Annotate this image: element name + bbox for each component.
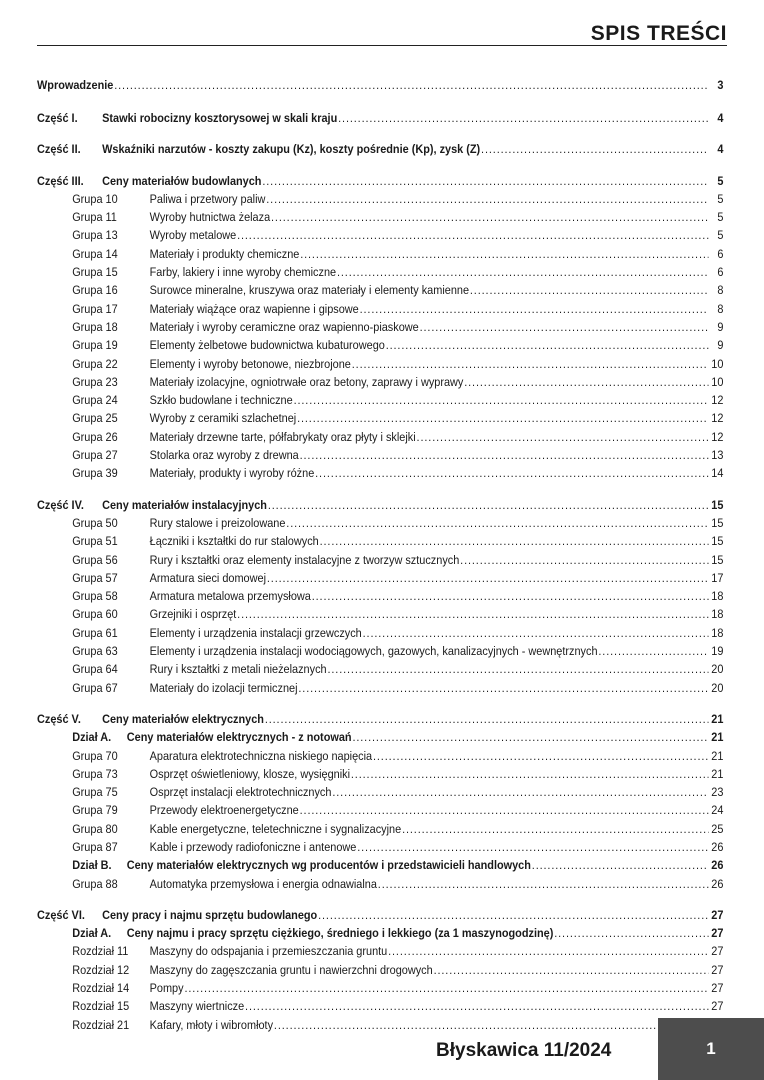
toc-part-code: Część III. [37, 173, 84, 188]
toc-entry-code: Rozdział 11 [72, 944, 129, 959]
toc-leader-dots [388, 942, 708, 960]
toc-part-code: Część IV. [37, 497, 84, 512]
toc-entry-code: Grupa 87 [72, 839, 118, 854]
toc-entry-page: 9 [717, 319, 724, 334]
toc-entry-page: 8 [717, 283, 724, 298]
toc-entry-code: Grupa 22 [72, 356, 118, 371]
toc-entry-page: 12 [711, 411, 724, 426]
toc-entry-title: Rury stalowe i preizolowane [149, 515, 286, 530]
toc-leader-dots [286, 514, 708, 532]
toc-entry-page: 10 [711, 356, 724, 371]
toc-entry-code: Rozdział 15 [72, 999, 130, 1014]
toc-entry-code: Grupa 11 [72, 210, 117, 225]
toc-entry-title: Surowce mineralne, kruszywa oraz materiały i elementy kamienne [149, 283, 470, 298]
toc-entry-page: 3 [717, 78, 724, 92]
toc-group-entry[interactable] [37, 373, 723, 391]
section-gap [37, 127, 723, 136]
section-gap [37, 159, 723, 168]
toc-leader-dots [378, 875, 709, 893]
toc-part-code: Część VI. [37, 907, 85, 922]
toc-entry-code: Grupa 64 [72, 662, 118, 677]
toc-entry-title: Elementy i wyroby betonowe, niezbrojone [149, 356, 351, 371]
toc-entry-title: Ceny materiałów elektrycznych [102, 711, 264, 726]
toc-leader-dots [271, 208, 708, 226]
toc-entry-page: 26 [711, 858, 724, 873]
toc-entry-page: 6 [717, 265, 724, 280]
toc-leader-dots [420, 318, 709, 336]
toc-entry-title: Maszyny wiertnicze [149, 999, 245, 1014]
toc-entry-code: Rozdział 12 [72, 962, 130, 977]
header-divider [37, 45, 727, 46]
toc-entry-page: 15 [711, 552, 724, 567]
toc-entry-page: 27 [711, 907, 724, 922]
toc-entry-title: Wprowadzenie [37, 78, 114, 92]
toc-entry-title: Materiały izolacyjne, ogniotrwałe oraz betony, zaprawy i wyprawy [149, 374, 464, 389]
toc-group-entry[interactable] [37, 961, 723, 979]
toc-leader-dots [237, 605, 708, 623]
toc-entry-code: Dział A. [72, 926, 112, 941]
toc-entry-page: 26 [711, 839, 724, 854]
toc-entry-title: Wskaźniki narzutów - koszty zakupu (Kz), koszty pośrednie (Kp), zysk (Z) [102, 142, 481, 157]
toc-entry-title: Stawki robocizny kosztorysowej w skali kraju [102, 111, 338, 125]
toc-entry-page: 21 [711, 730, 724, 745]
toc-leader-dots [332, 783, 708, 801]
toc-leader-dots [417, 428, 709, 446]
toc-entry-page: 20 [711, 662, 724, 677]
toc-leader-dots [338, 109, 708, 127]
toc-entry-page: 9 [717, 338, 724, 353]
toc-entry-code: Grupa 88 [72, 876, 118, 891]
toc-entry-page: 10 [711, 374, 724, 389]
toc-entry-title: Przewody elektroenergetyczne [149, 803, 299, 818]
toc-entry-page: 27 [711, 926, 724, 941]
toc-entry-page: 5 [717, 191, 724, 206]
toc-entry-page: 15 [711, 515, 724, 530]
toc-entry-title: Szkło budowlane i techniczne [149, 393, 293, 408]
toc-entry-page: 5 [717, 173, 724, 188]
toc-entry-title: Kafary, młoty i wibromłoty [149, 1017, 274, 1032]
toc-entry-code: Dział A. [72, 730, 112, 745]
toc-entry-code: Grupa 39 [72, 466, 118, 481]
toc-entry-code: Grupa 26 [72, 429, 118, 444]
toc-group-entry[interactable] [37, 820, 723, 838]
toc-leader-dots [245, 997, 708, 1015]
toc-part-entry[interactable] [37, 906, 723, 924]
toc-group-entry[interactable] [37, 1016, 723, 1034]
toc-entry-code: Grupa 14 [72, 246, 118, 261]
toc-leader-dots [184, 979, 708, 997]
toc-entry-page: 27 [711, 981, 724, 996]
toc-group-entry[interactable] [37, 624, 723, 642]
toc-entry-code: Grupa 10 [72, 191, 118, 206]
toc-entry-code: Grupa 17 [72, 301, 118, 316]
toc-entry-code: Grupa 60 [72, 607, 118, 622]
toc-leader-dots [532, 856, 709, 874]
page-number-badge [658, 1018, 764, 1080]
toc-entry-title: Ceny materiałów elektrycznych - z notowań [126, 730, 352, 745]
toc-group-entry[interactable] [37, 679, 723, 697]
toc-group-entry[interactable] [37, 660, 723, 678]
toc-entry-code: Grupa 15 [72, 265, 118, 280]
toc-leader-dots [337, 263, 708, 281]
toc-entry-title: Ceny materiałów instalacyjnych [102, 497, 267, 512]
toc-entry-title: Armatura sieci domowej [149, 570, 266, 585]
toc-entry-page: 4 [717, 142, 724, 157]
toc-group-entry[interactable] [37, 642, 723, 660]
toc-entry-code: Grupa 25 [72, 411, 118, 426]
toc-entry-title: Aparatura elektrotechniczna niskiego napięcia [149, 748, 373, 763]
toc-entry-page: 14 [711, 466, 724, 481]
toc-entry-page: 12 [711, 429, 724, 444]
toc-entry-code: Grupa 57 [72, 570, 118, 585]
toc-entry-title: Osprzęt oświetleniowy, klosze, wysięgniki [149, 766, 351, 781]
toc-group-entry[interactable] [37, 190, 723, 208]
toc-leader-dots [114, 74, 708, 96]
toc-group-entry[interactable] [37, 605, 723, 623]
toc-leader-dots [300, 245, 708, 263]
toc-entry-title: Wyroby metalowe [149, 228, 237, 243]
section-gap [37, 96, 723, 105]
toc-entry-code: Grupa 16 [72, 283, 118, 298]
toc-group-entry[interactable] [37, 801, 723, 819]
toc-intro-entry[interactable] [37, 74, 723, 96]
toc-entry-code: Grupa 13 [72, 228, 118, 243]
toc-entry-title: Maszyny do odspajania i przemieszczania gruntu [149, 944, 388, 959]
toc-leader-dots [373, 747, 708, 765]
table-of-contents [37, 70, 723, 1034]
toc-entry-title: Armatura metalowa przemysłowa [149, 589, 311, 604]
toc-entry-page: 21 [711, 711, 724, 726]
toc-leader-dots [262, 172, 708, 190]
toc-entry-page: 27 [711, 962, 724, 977]
toc-group-entry[interactable] [37, 747, 723, 765]
toc-leader-dots [267, 569, 709, 587]
toc-leader-dots [554, 924, 708, 942]
toc-entry-code: Rozdział 14 [72, 981, 130, 996]
toc-entry-title: Automatyka przemysłowa i energia odnawialna [149, 876, 377, 891]
toc-part-code: Część II. [37, 142, 81, 157]
toc-group-entry[interactable] [37, 263, 723, 281]
toc-leader-dots [402, 820, 708, 838]
toc-entry-page: 18 [711, 625, 724, 640]
toc-group-entry[interactable] [37, 979, 723, 997]
toc-entry-code: Grupa 73 [72, 766, 118, 781]
toc-entry-page: 23 [711, 785, 724, 800]
toc-entry-title: Materiały do izolacji termicznej [149, 680, 298, 695]
toc-leader-dots [481, 140, 708, 158]
toc-leader-dots [237, 226, 708, 244]
toc-entry-title: Ceny najmu i pracy sprzętu ciężkiego, średniego i lekkiego (za 1 maszynogodzinę) [126, 926, 554, 941]
toc-entry-title: Ceny pracy i najmu sprzętu budowlanego [102, 907, 318, 922]
toc-entry-code: Grupa 23 [72, 374, 118, 389]
toc-leader-dots [318, 906, 708, 924]
toc-entry-page: 17 [711, 570, 724, 585]
toc-entry-page: 27 [711, 999, 724, 1014]
publication-name: Błyskawica 11/2024 [436, 1040, 612, 1061]
toc-entry-page: 15 [711, 497, 724, 512]
toc-entry-page: 27 [711, 944, 724, 959]
toc-group-entry[interactable] [37, 245, 723, 263]
toc-group-entry[interactable] [37, 355, 723, 373]
toc-division-entry[interactable] [37, 856, 723, 874]
toc-group-entry[interactable] [37, 569, 723, 587]
toc-entry-page: 20 [711, 680, 724, 695]
section-gap [37, 483, 723, 492]
toc-entry-page: 18 [711, 589, 724, 604]
toc-entry-title: Farby, lakiery i inne wyroby chemiczne [149, 265, 337, 280]
toc-entry-title: Ceny materiałów budowlanych [102, 173, 262, 188]
toc-entry-title: Elementy i urządzenia instalacji grzewczych [149, 625, 362, 640]
toc-leader-dots [268, 496, 709, 514]
toc-entry-page: 5 [717, 228, 724, 243]
toc-entry-title: Grzejniki i osprzęt [149, 607, 237, 622]
toc-part-code: Część V. [37, 711, 81, 726]
toc-leader-dots [357, 838, 708, 856]
toc-group-entry[interactable] [37, 409, 723, 427]
toc-leader-dots [360, 300, 709, 318]
toc-entry-title: Elementy i urządzenia instalacji wodociągowych, gazowych, kanalizacyjnych - wewnętrznych [149, 644, 598, 659]
toc-entry-title: Łączniki i kształtki do rur stalowych [149, 534, 319, 549]
section-gap [37, 697, 723, 706]
toc-entry-code: Grupa 58 [72, 589, 118, 604]
toc-entry-code: Grupa 27 [72, 448, 118, 463]
toc-entry-code: Grupa 51 [72, 534, 118, 549]
toc-entry-code: Grupa 67 [72, 680, 118, 695]
toc-leader-dots [297, 409, 708, 427]
toc-entry-title: Wyroby z ceramiki szlachetnej [149, 411, 297, 426]
toc-entry-code: Dział B. [72, 858, 112, 873]
toc-entry-code: Grupa 56 [72, 552, 118, 567]
toc-entry-title: Pompy [149, 981, 184, 996]
toc-leader-dots [363, 624, 709, 642]
toc-entry-title: Elementy żelbetowe budownictwa kubaturowego [149, 338, 385, 353]
toc-entry-page: 25 [711, 821, 724, 836]
page-title: SPIS TREŚCI [590, 22, 727, 45]
toc-entry-page: 4 [717, 111, 724, 125]
toc-entry-title: Materiały, produkty i wyroby różne [149, 466, 315, 481]
toc-part-entry[interactable] [37, 710, 723, 728]
toc-group-entry[interactable] [37, 783, 723, 801]
toc-entry-page: 24 [711, 803, 724, 818]
toc-group-entry[interactable] [37, 514, 723, 532]
toc-group-entry[interactable] [37, 226, 723, 244]
toc-part-entry[interactable] [37, 140, 723, 158]
toc-group-entry[interactable] [37, 838, 723, 856]
toc-entry-code: Grupa 79 [72, 803, 118, 818]
toc-group-entry[interactable] [37, 446, 723, 464]
toc-leader-dots [351, 765, 709, 783]
toc-group-entry[interactable] [37, 428, 723, 446]
toc-entry-page: 15 [711, 534, 724, 549]
toc-leader-dots [460, 551, 708, 569]
toc-leader-dots [320, 532, 709, 550]
toc-entry-page: 12 [711, 393, 724, 408]
toc-group-entry[interactable] [37, 318, 723, 336]
toc-leader-dots [265, 710, 709, 728]
toc-entry-page: 13 [711, 448, 724, 463]
page-number: 1 [706, 1039, 716, 1058]
toc-group-entry[interactable] [37, 997, 723, 1015]
toc-entry-page: 26 [711, 876, 724, 891]
toc-leader-dots [352, 728, 708, 746]
toc-part-entry[interactable] [37, 109, 723, 127]
toc-entry-page: 21 [711, 766, 724, 781]
toc-group-entry[interactable] [37, 336, 723, 354]
toc-entry-title: Materiały drzewne tarte, półfabrykaty oraz płyty i sklejki [149, 429, 416, 444]
toc-entry-code: Grupa 18 [72, 319, 118, 334]
toc-entry-code: Grupa 19 [72, 338, 118, 353]
toc-leader-dots [386, 336, 709, 354]
toc-group-entry[interactable] [37, 464, 723, 482]
toc-entry-code: Grupa 70 [72, 748, 118, 763]
toc-entry-page: 8 [717, 301, 724, 316]
toc-entry-page: 18 [711, 607, 724, 622]
toc-group-entry[interactable] [37, 875, 723, 893]
toc-entry-page: 5 [717, 210, 724, 225]
toc-leader-dots [434, 961, 709, 979]
toc-entry-title: Paliwa i przetwory paliw [149, 191, 266, 206]
toc-leader-dots [294, 391, 709, 409]
toc-entry-title: Osprzęt instalacji elektrotechnicznych [149, 785, 332, 800]
section-gap [37, 893, 723, 902]
toc-entry-title: Rury i kształtki oraz elementy instalacyjne z tworzyw sztucznych [149, 552, 460, 567]
toc-entry-title: Ceny materiałów elektrycznych wg producentów i przedstawicieli handlowych [126, 858, 531, 873]
toc-leader-dots [598, 642, 708, 660]
toc-entry-code: Grupa 50 [72, 515, 118, 530]
toc-group-entry[interactable] [37, 942, 723, 960]
toc-entry-page: 6 [717, 246, 724, 261]
toc-entry-title: Maszyny do zagęszczania gruntu i nawierzchni drogowych [149, 962, 433, 977]
toc-entry-code: Rozdział 21 [72, 1017, 130, 1032]
toc-entry-code: Grupa 80 [72, 821, 118, 836]
toc-group-entry[interactable] [37, 208, 723, 226]
toc-entry-page: 19 [711, 644, 724, 659]
toc-group-entry[interactable] [37, 300, 723, 318]
toc-entry-title: Wyroby hutnictwa żelaza [149, 210, 271, 225]
toc-entry-code: Grupa 75 [72, 785, 118, 800]
toc-leader-dots [315, 464, 708, 482]
toc-leader-dots [470, 281, 709, 299]
toc-entry-code: Grupa 63 [72, 644, 118, 659]
toc-entry-title: Stolarka oraz wyroby z drewna [149, 448, 299, 463]
toc-leader-dots [266, 190, 708, 208]
toc-entry-title: Rury i kształtki z metali nieżelaznych [149, 662, 327, 677]
toc-entry-title: Materiały wiążące oraz wapienne i gipsowe [149, 301, 359, 316]
toc-division-entry[interactable] [37, 924, 723, 942]
toc-group-entry[interactable] [37, 532, 723, 550]
toc-entry-title: Materiały i wyroby ceramiczne oraz wapienno-piaskowe [149, 319, 419, 334]
toc-entry-title: Kable i przewody radiofoniczne i antenowe [149, 839, 357, 854]
toc-leader-dots [312, 587, 709, 605]
toc-leader-dots [327, 660, 708, 678]
toc-group-entry[interactable] [37, 587, 723, 605]
toc-group-entry[interactable] [37, 765, 723, 783]
toc-group-entry[interactable] [37, 391, 723, 409]
toc-entry-title: Materiały i produkty chemiczne [149, 246, 300, 261]
toc-division-entry[interactable] [37, 728, 723, 746]
toc-leader-dots [352, 355, 709, 373]
toc-entry-code: Grupa 24 [72, 393, 118, 408]
toc-part-code: Część I. [37, 111, 78, 125]
toc-part-entry[interactable] [37, 496, 723, 514]
toc-leader-dots [274, 1016, 709, 1034]
toc-leader-dots [300, 801, 709, 819]
toc-leader-dots [298, 679, 708, 697]
toc-leader-dots [464, 373, 708, 391]
toc-group-entry[interactable] [37, 281, 723, 299]
toc-entry-code: Grupa 61 [72, 625, 118, 640]
toc-entry-title: Kable energetyczne, teletechniczne i sygnalizacyjne [149, 821, 402, 836]
toc-part-entry[interactable] [37, 172, 723, 190]
toc-entry-page: 21 [711, 748, 724, 763]
toc-leader-dots [300, 446, 709, 464]
toc-group-entry[interactable] [37, 551, 723, 569]
